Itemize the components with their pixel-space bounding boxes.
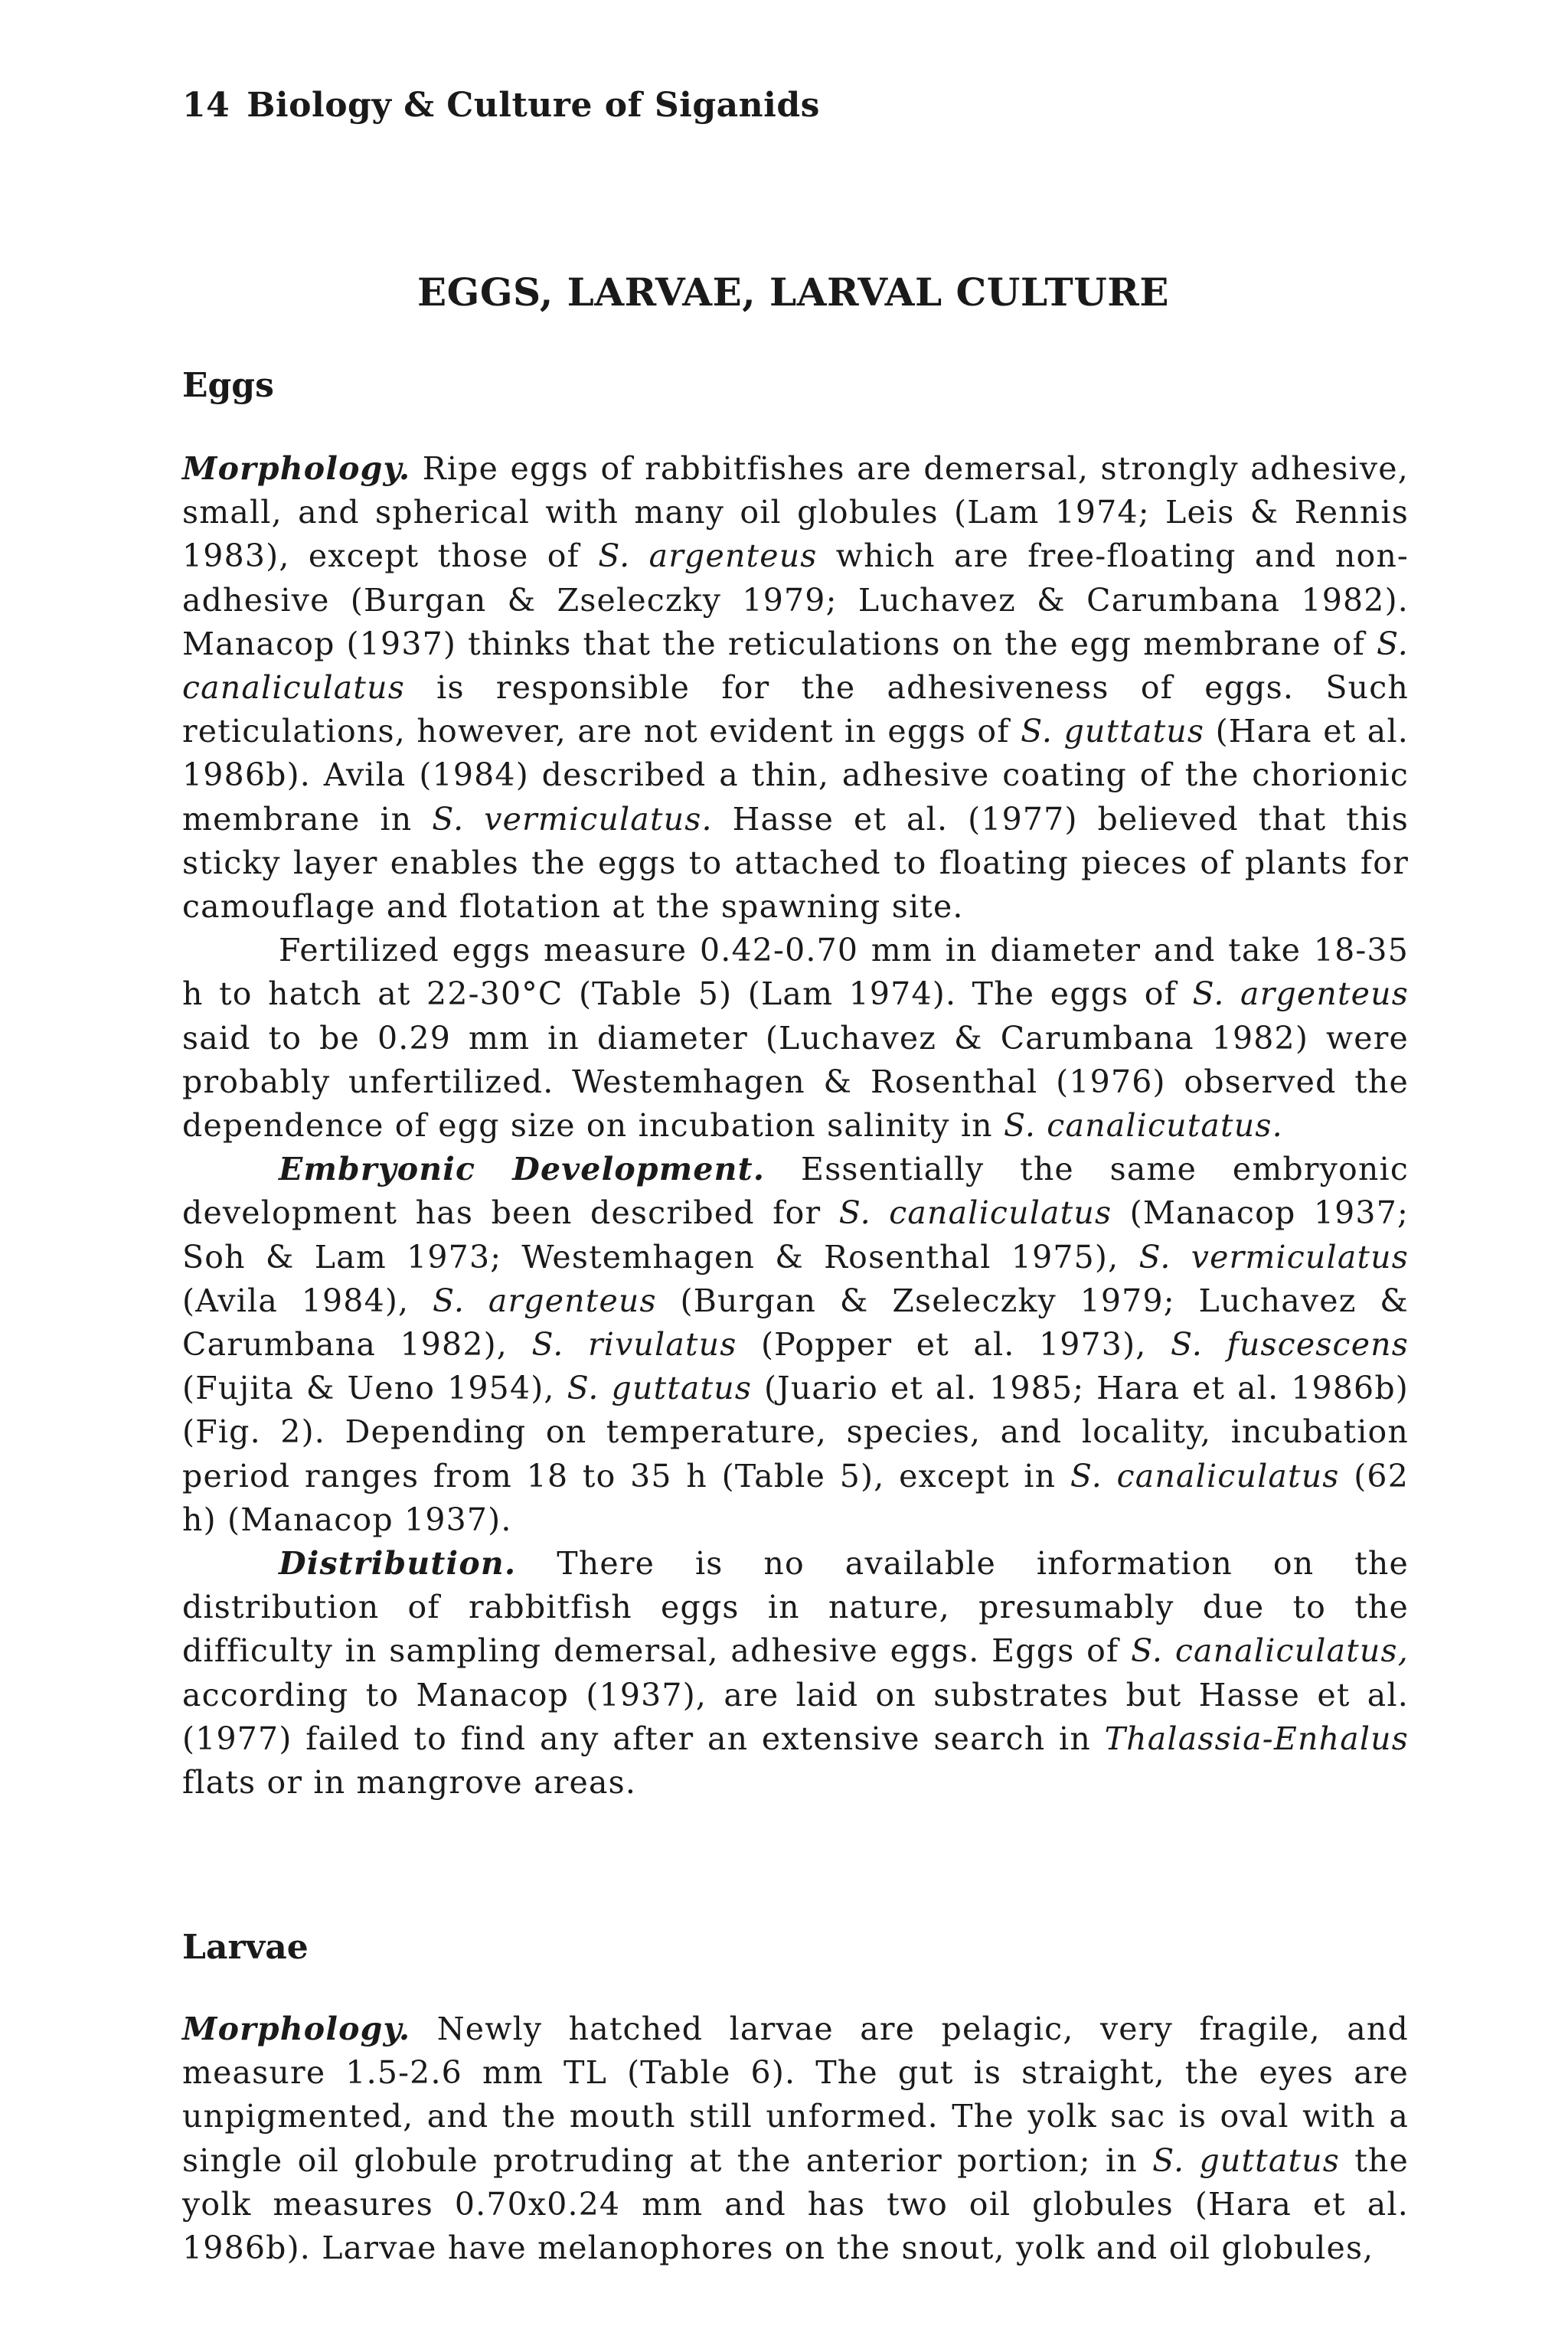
- book-title: Biology & Culture of Siganids: [247, 86, 820, 125]
- body-text: the yolk measures 0.70x0.24 mm and has two oil globules (Hara et al. 1986b). Larvae have melanophores on the snout, yolk and oil globules,: [182, 2141, 1409, 2267]
- section-heading-eggs: Eggs: [182, 366, 274, 405]
- body-text: (Popper et al. 1973),: [737, 1326, 1171, 1364]
- body-text: Essentially the same embryonic development has been described for: [182, 1151, 1409, 1232]
- paragraph-eggs-morphology: [182, 447, 1409, 929]
- section-heading-larvae: Larvae: [182, 1928, 309, 1967]
- paragraph-larvae-morphology: [182, 2007, 1409, 2270]
- species-name: S. guttatus: [567, 1370, 753, 1407]
- species-name: S. argenteus: [598, 537, 818, 575]
- run-in-heading: Morphology.: [182, 450, 411, 487]
- body-text: according to Manacop (1937), are laid on substrates but Hasse et al. (1977) failed to find any after an extensive search in: [182, 1676, 1409, 1757]
- species-name: S. canaliculatus: [1070, 1457, 1340, 1494]
- species-name: Thalassia-Enhalus: [1104, 1720, 1409, 1757]
- larvae-section-body: [182, 2007, 1409, 2270]
- run-in-heading: Embryonic Development.: [279, 1151, 766, 1188]
- body-text: Ripe eggs of rabbitfishes are demersal, strongly adhesive, small, and spherical with many oil globules (Lam 1974; Leis & Rennis 1983), except those of: [182, 450, 1409, 575]
- species-name: S. fuscescens: [1170, 1326, 1410, 1364]
- eggs-section-body: [182, 447, 1409, 1805]
- species-name: S. canalicutatus.: [1004, 1107, 1283, 1145]
- species-name: S. argenteus: [433, 1282, 657, 1319]
- body-text: Newly hatched larvae are pelagic, very fragile, and measure 1.5-2.6 mm TL (Table 6). The gut is straight, the eyes are unpigmented, and the mouth still unformed. The yolk sac is oval with a single oil globule protruding at the anterior portion; in: [182, 2011, 1409, 2179]
- body-text: (Burgan & Zseleczky 1979; Luchavez & Carumbana 1982),: [182, 1282, 1409, 1364]
- body-text: flats or in mangrove areas.: [182, 1764, 637, 1802]
- body-text: (Fujita & Ueno 1954),: [182, 1370, 567, 1407]
- species-name: S. guttatus: [1152, 2141, 1341, 2179]
- chapter-title: EGGS, LARVAE, LARVAL CULTURE: [417, 270, 1169, 315]
- species-name: S. argenteus: [1192, 975, 1409, 1013]
- run-in-heading: Morphology.: [182, 2011, 411, 2047]
- species-name: S. canaliculatus: [182, 625, 1409, 707]
- running-head: [182, 86, 820, 125]
- page-number: 14: [182, 86, 230, 125]
- body-text: (Hara et al. 1986b). Avila (1984) described a thin, adhesive coating of the chorionic membrane in: [182, 713, 1409, 838]
- body-text: which are free-floating and non-adhesive (Burgan & Zseleczky 1979; Luchavez & Carumbana 1982). Manacop (1937) thinks that the reticulations on the egg membrane of: [182, 537, 1409, 662]
- body-text: (Avila 1984),: [182, 1282, 433, 1319]
- run-in-heading: Distribution.: [279, 1545, 517, 1583]
- paragraph-distribution: [182, 1542, 1409, 1805]
- body-text: said to be 0.29 mm in diameter (Luchavez & Carumbana 1982) were probably unfertilized. Westemhagen & Rosenthal (1976) observed the dependence of egg size on incubation salinity in: [182, 1019, 1409, 1145]
- body-text: is responsible for the adhesiveness of eggs. Such reticulations, however, are not evident in eggs of: [182, 669, 1409, 750]
- species-name: S. vermiculatus.: [432, 800, 713, 838]
- body-text: There is no available information on the distribution of rabbitfish eggs in nature, presumably due to the difficulty in sampling demersal, adhesive eggs. Eggs of: [182, 1545, 1409, 1670]
- body-text: Hasse et al. (1977) believed that this sticky layer enables the eggs to attached to floating pieces of plants for camouflage and flotation at the spawning site.: [182, 800, 1409, 926]
- paragraph-fertilized-eggs: [182, 929, 1409, 1148]
- body-text: (Manacop 1937; Soh & Lam 1973; Westemhagen & Rosenthal 1975),: [182, 1194, 1409, 1276]
- paragraph-embryonic-development: [182, 1148, 1409, 1542]
- species-name: S. rivulatus: [531, 1326, 737, 1364]
- body-text: (62 h) (Manacop 1937).: [182, 1457, 1409, 1538]
- body-text: (Juario et al. 1985; Hara et al. 1986b) (Fig. 2). Depending on temperature, species, and locality, incubation period ranges from 18 to 35 h (Table 5), except in: [182, 1370, 1409, 1494]
- body-text: Fertilized eggs measure 0.42-0.70 mm in diameter and take 18-35 h to hatch at 22-30°C (Table 5) (Lam 1974). The eggs of: [182, 932, 1409, 1013]
- species-name: S. vermiculatus: [1138, 1238, 1409, 1276]
- species-name: S. canaliculatus,: [1131, 1632, 1410, 1670]
- species-name: S. canaliculatus: [838, 1194, 1112, 1232]
- species-name: S. guttatus: [1021, 713, 1205, 750]
